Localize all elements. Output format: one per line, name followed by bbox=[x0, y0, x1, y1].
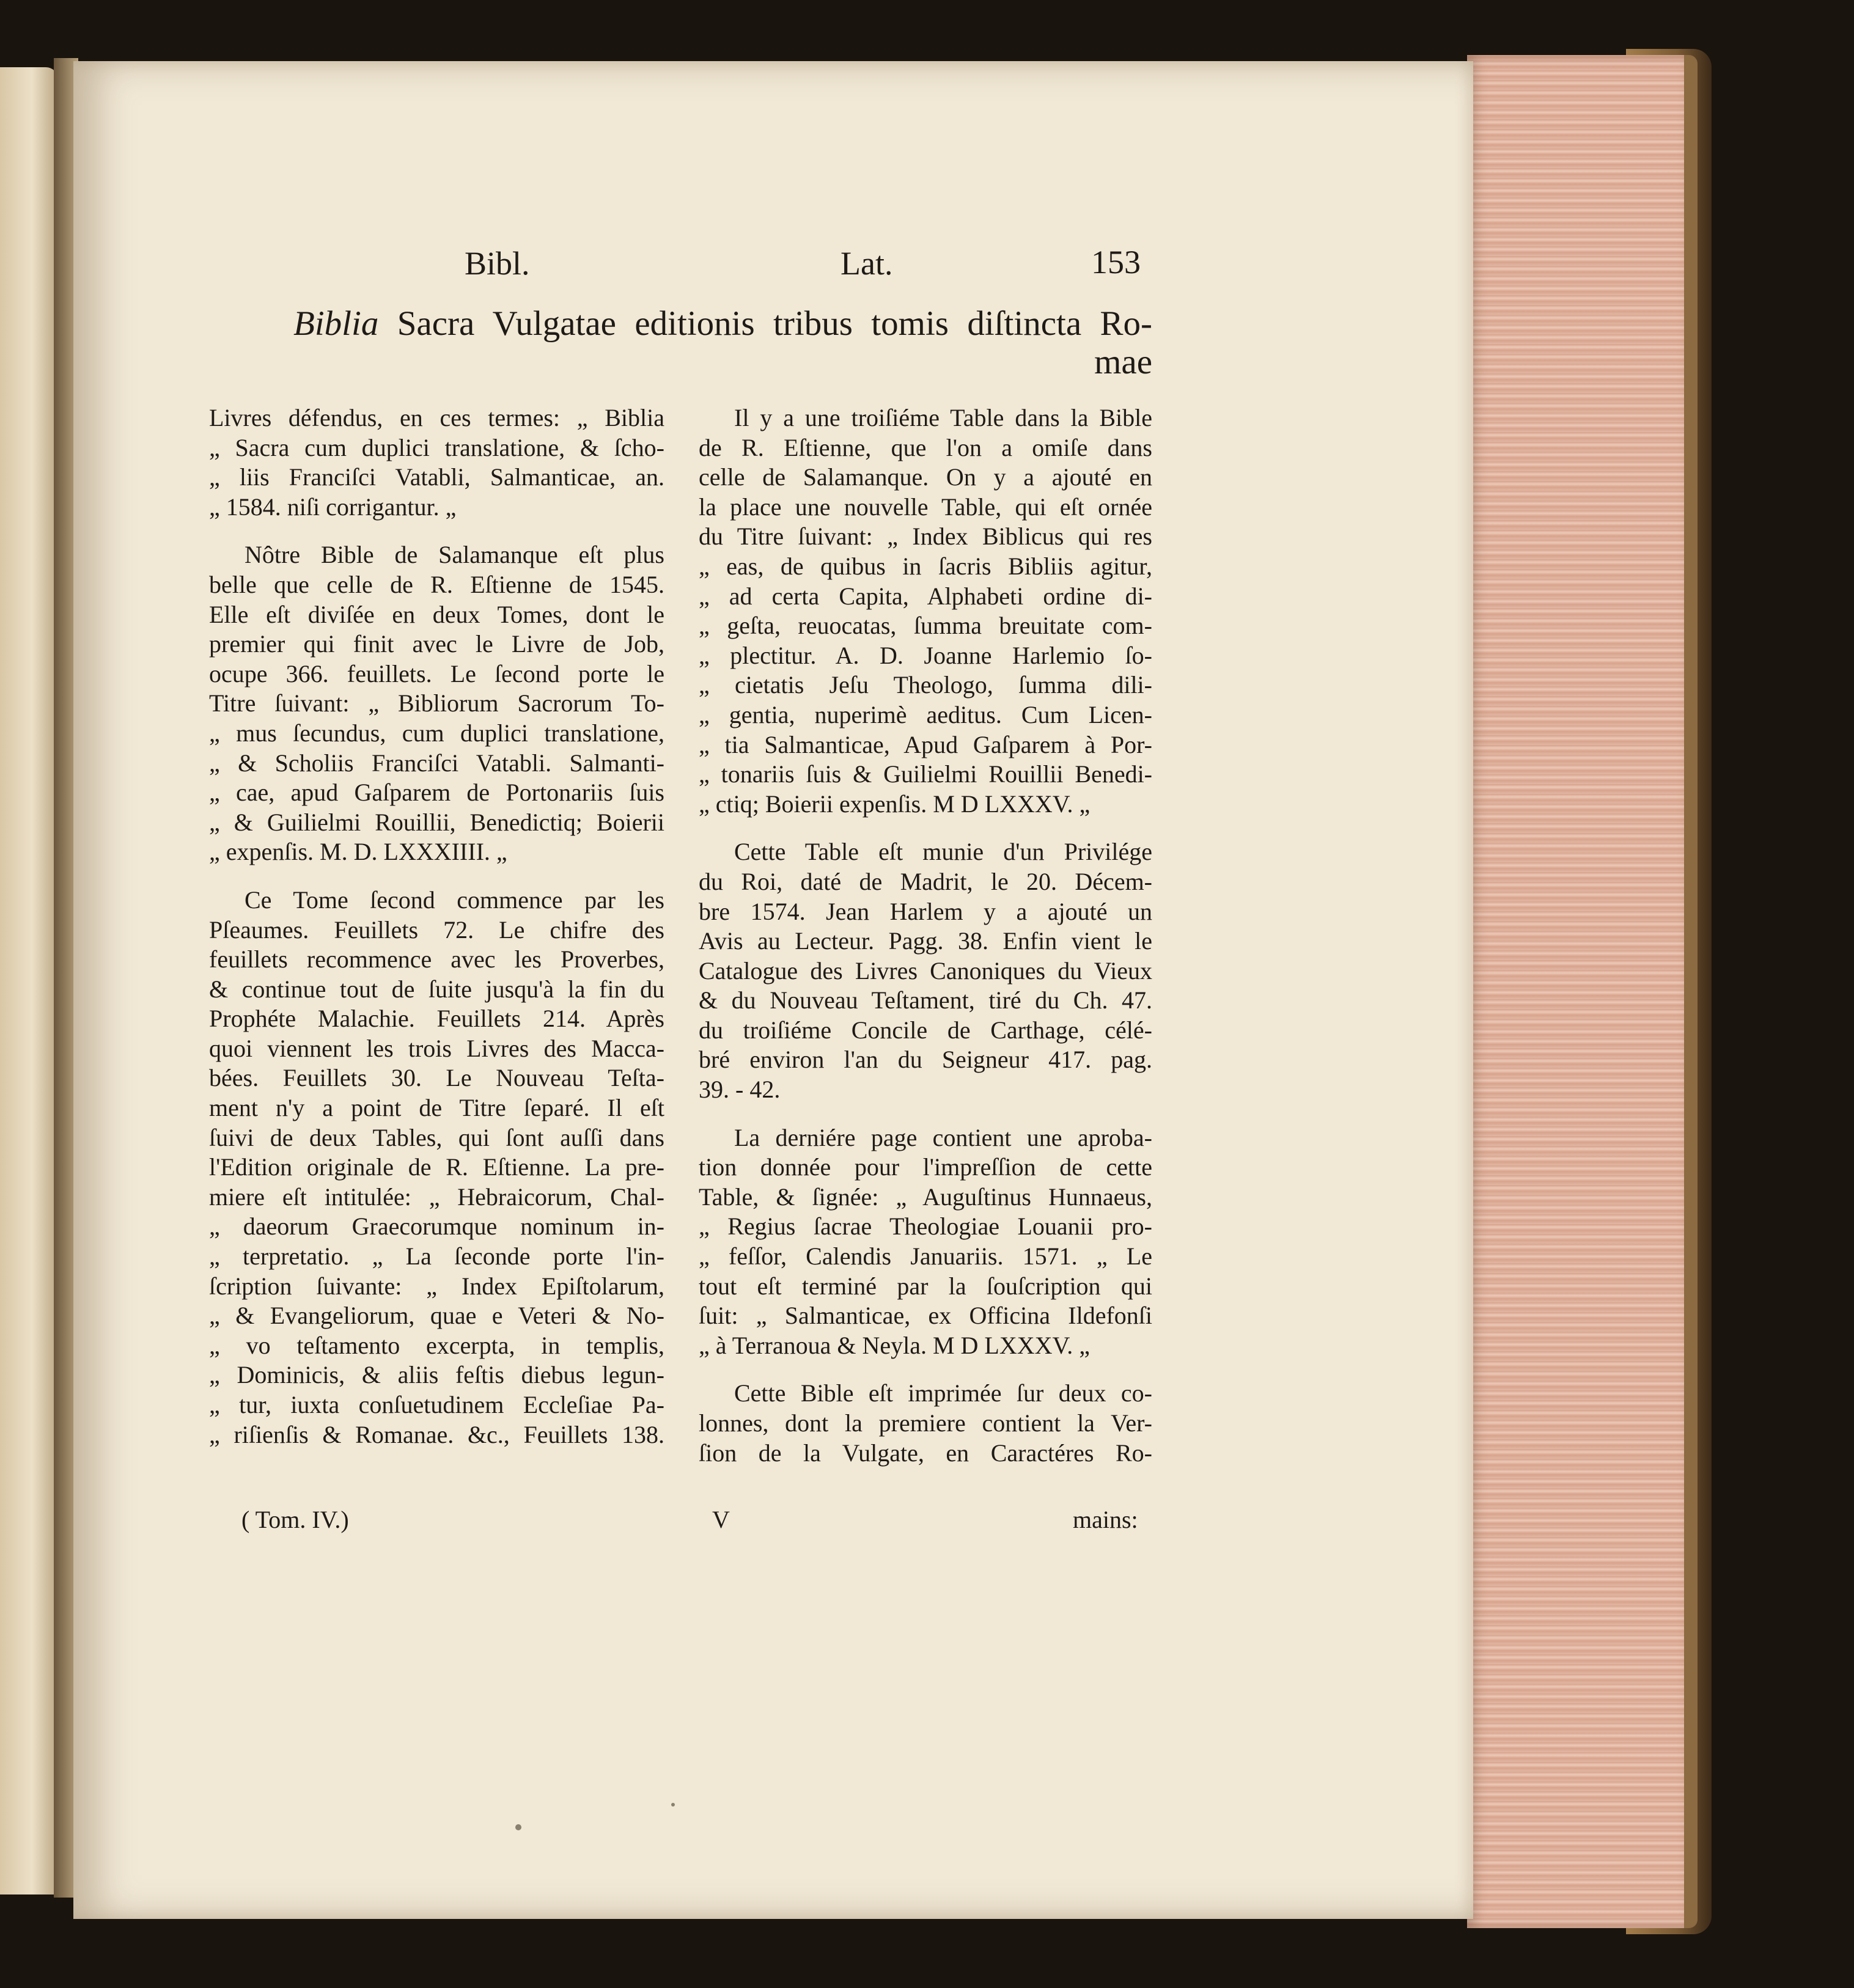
text-line: 39. - 42. bbox=[699, 1076, 781, 1104]
text-line: ment n'y a point de Titre ſeparé. Il eſt bbox=[209, 1094, 664, 1122]
text-line: „ liis Franciſci Vatabli, Salmanticae, an. bbox=[209, 463, 664, 491]
left-column bbox=[209, 403, 664, 1450]
text-line: premier qui finit avec le Livre de Job, bbox=[209, 630, 664, 658]
text-line: „ tia Salmanticae, Apud Gaſparem à Por- bbox=[699, 730, 1152, 758]
signature-mark: V bbox=[712, 1506, 730, 1533]
left-page-edge bbox=[0, 67, 58, 1894]
text-line: „ feſſor, Calendis Januariis. 1571. „ Le bbox=[699, 1242, 1152, 1271]
text-line: Titre ſuivant: „ Bibliorum Sacrorum To- bbox=[209, 689, 664, 717]
text-line: „ tur, iuxta conſuetudinem Eccleſiae Pa- bbox=[209, 1391, 664, 1418]
text-line: Il y a une troiſiéme Table dans la Bible bbox=[734, 404, 1152, 431]
title-italic-word: Biblia bbox=[293, 304, 379, 343]
text-line: „ terpretatio. „ La ſeconde porte l'in- bbox=[209, 1242, 664, 1271]
text-line: La derniére page contient une aproba- bbox=[734, 1123, 1152, 1151]
volume-footer: ( Tom. IV.) bbox=[241, 1506, 349, 1533]
text-line: „ geſta, reuocatas, ſumma breuitate com- bbox=[699, 612, 1152, 640]
text-line: „ & Scholiis Franciſci Vatabli. Salmanti- bbox=[209, 749, 664, 777]
text-line: de R. Eſtienne, que l'on a omiſe dans bbox=[699, 433, 1152, 461]
text-line: Ce Tome ſecond commence par les bbox=[245, 886, 664, 914]
text-line: & du Nouveau Teſtament, tiré du Ch. 47. bbox=[699, 986, 1152, 1014]
text-line: ſuit: „ Salmanticae, ex Officina Ildefonſi bbox=[699, 1302, 1152, 1330]
entry-title-line-2: mae bbox=[1094, 343, 1152, 381]
text-line: ſcription ſuivante: „ Index Epiſtolarum, bbox=[209, 1272, 664, 1300]
text-line: „ & Evangeliorum, quae e Veteri & No- bbox=[209, 1302, 664, 1330]
text-line: du troiſiéme Concile de Carthage, célé- bbox=[699, 1016, 1152, 1044]
text-line: Livres défendus, en ces termes: „ Biblia bbox=[209, 404, 664, 431]
text-line: l'Edition originale de R. Eſtienne. La pre- bbox=[209, 1153, 664, 1181]
text-line: „ Regius ſacrae Theologiae Louanii pro- bbox=[699, 1212, 1152, 1241]
text-line: Nôtre Bible de Salamanque eſt plus bbox=[245, 541, 664, 569]
text-line: Catalogue des Livres Canoniques du Vieux bbox=[699, 956, 1152, 985]
text-line: „ tonariis ſuis & Guilielmi Rouillii Benedi- bbox=[699, 760, 1152, 788]
text-line: Table, & ſignée: „ Auguſtinus Hunnaeus, bbox=[699, 1183, 1152, 1211]
text-line: Avis au Lecteur. Pagg. 38. Enfin vient le bbox=[699, 927, 1152, 955]
text-line: la place une nouvelle Table, qui eſt ornée bbox=[699, 493, 1152, 521]
text-line: ſion de la Vulgate, en Caractéres Ro- bbox=[699, 1439, 1152, 1467]
text-line: tout eſt terminé par la ſouſcription qui bbox=[699, 1272, 1152, 1300]
text-line: ocupe 366. feuillets. Le ſecond porte le bbox=[209, 659, 664, 688]
text-line: „ & Guilielmi Rouillii, Benedictiq; Boierii bbox=[209, 808, 664, 836]
text-line: „ cae, apud Gaſparem de Portonariis ſuis bbox=[209, 779, 664, 807]
text-line: „ vo teſtamento excerpta, in templis, bbox=[209, 1331, 664, 1359]
text-line: quoi viennent les trois Livres des Macca- bbox=[209, 1034, 664, 1062]
text-line: „ Dominicis, & aliis feſtis diebus legun- bbox=[209, 1361, 664, 1389]
text-line: „ cietatis Jeſu Theologo, ſumma dili- bbox=[699, 671, 1152, 699]
text-line: „ daeorum Graecorumque nominum in- bbox=[209, 1212, 664, 1241]
text-line: bées. Feuillets 30. Le Nouveau Teſta- bbox=[209, 1064, 664, 1092]
right-column bbox=[699, 403, 1152, 1468]
text-line: tion donnée pour l'impreſſion de cette bbox=[699, 1153, 1152, 1181]
text-line: du Roi, daté de Madrit, le 20. Décem- bbox=[699, 867, 1152, 895]
text-line: „ à Terranoua & Neyla. M D LXXXV. „ bbox=[699, 1331, 1090, 1359]
text-line: „ riſienſis & Romanae. &c., Feuillets 138. bbox=[209, 1420, 664, 1448]
title-rest: Sacra Vulgatae editionis tribus tomis diſtincta Ro- bbox=[397, 304, 1153, 343]
entry-title-line-1 bbox=[293, 304, 1152, 343]
text-line: bré environ l'an du Seigneur 417. pag. bbox=[699, 1046, 1152, 1074]
text-line: feuillets recommence avec les Proverbes, bbox=[209, 945, 664, 974]
text-line: Cette Bible eſt imprimée ſur deux co- bbox=[734, 1379, 1152, 1407]
text-line: „ plectitur. A. D. Joanne Harlemio ſo- bbox=[699, 641, 1152, 669]
page-fore-edge bbox=[1467, 55, 1698, 1928]
page-speck bbox=[671, 1803, 675, 1806]
text-line: belle que celle de R. Eſtienne de 1545. bbox=[209, 570, 664, 598]
text-line: „ gentia, nuperimè aeditus. Cum Licen- bbox=[699, 700, 1152, 728]
text-line: du Titre ſuivant: „ Index Biblicus qui res bbox=[699, 523, 1152, 551]
text-line: Cette Table eſt munie d'un Privilége bbox=[734, 838, 1152, 866]
text-line: „ expenſis. M. D. LXXXIIII. „ bbox=[209, 838, 507, 866]
running-head-left: Bibl. bbox=[465, 245, 530, 282]
text-line: „ eas, de quibus in ſacris Bibliis agitur, bbox=[699, 552, 1152, 580]
text-line: miere eſt intitulée: „ Hebraicorum, Chal- bbox=[209, 1183, 664, 1211]
running-head-center: Lat. bbox=[841, 245, 893, 282]
text-line: celle de Salamanque. On y a ajouté en bbox=[699, 463, 1152, 491]
page-number: 153 bbox=[1091, 244, 1141, 281]
text-line: & continue tout de ſuite jusqu'à la fin du bbox=[209, 975, 664, 1003]
page-speck bbox=[515, 1824, 521, 1830]
catchword: mains: bbox=[1073, 1506, 1138, 1533]
text-line: „ ad certa Capita, Alphabeti ordine di- bbox=[699, 582, 1152, 610]
text-line: „ mus ſecundus, cum duplici translatione, bbox=[209, 719, 664, 747]
text-line: Prophéte Malachie. Feuillets 214. Après bbox=[209, 1005, 664, 1033]
text-line: Elle eſt diviſée en deux Tomes, dont le bbox=[209, 600, 664, 628]
text-line: lonnes, dont la premiere contient la Ver- bbox=[699, 1409, 1152, 1437]
text-line: bre 1574. Jean Harlem y a ajouté un bbox=[699, 897, 1152, 925]
text-line: „ ctiq; Boierii expenſis. M D LXXXV. „ bbox=[699, 790, 1091, 818]
text-line: Pſeaumes. Feuillets 72. Le chifre des bbox=[209, 915, 664, 944]
text-line: ſuivi de deux Tables, qui ſont auſſi dans bbox=[209, 1123, 664, 1151]
text-line: „ Sacra cum duplici translatione, & ſcho- bbox=[209, 433, 664, 461]
text-line: „ 1584. niſi corrigantur. „ bbox=[209, 493, 457, 521]
